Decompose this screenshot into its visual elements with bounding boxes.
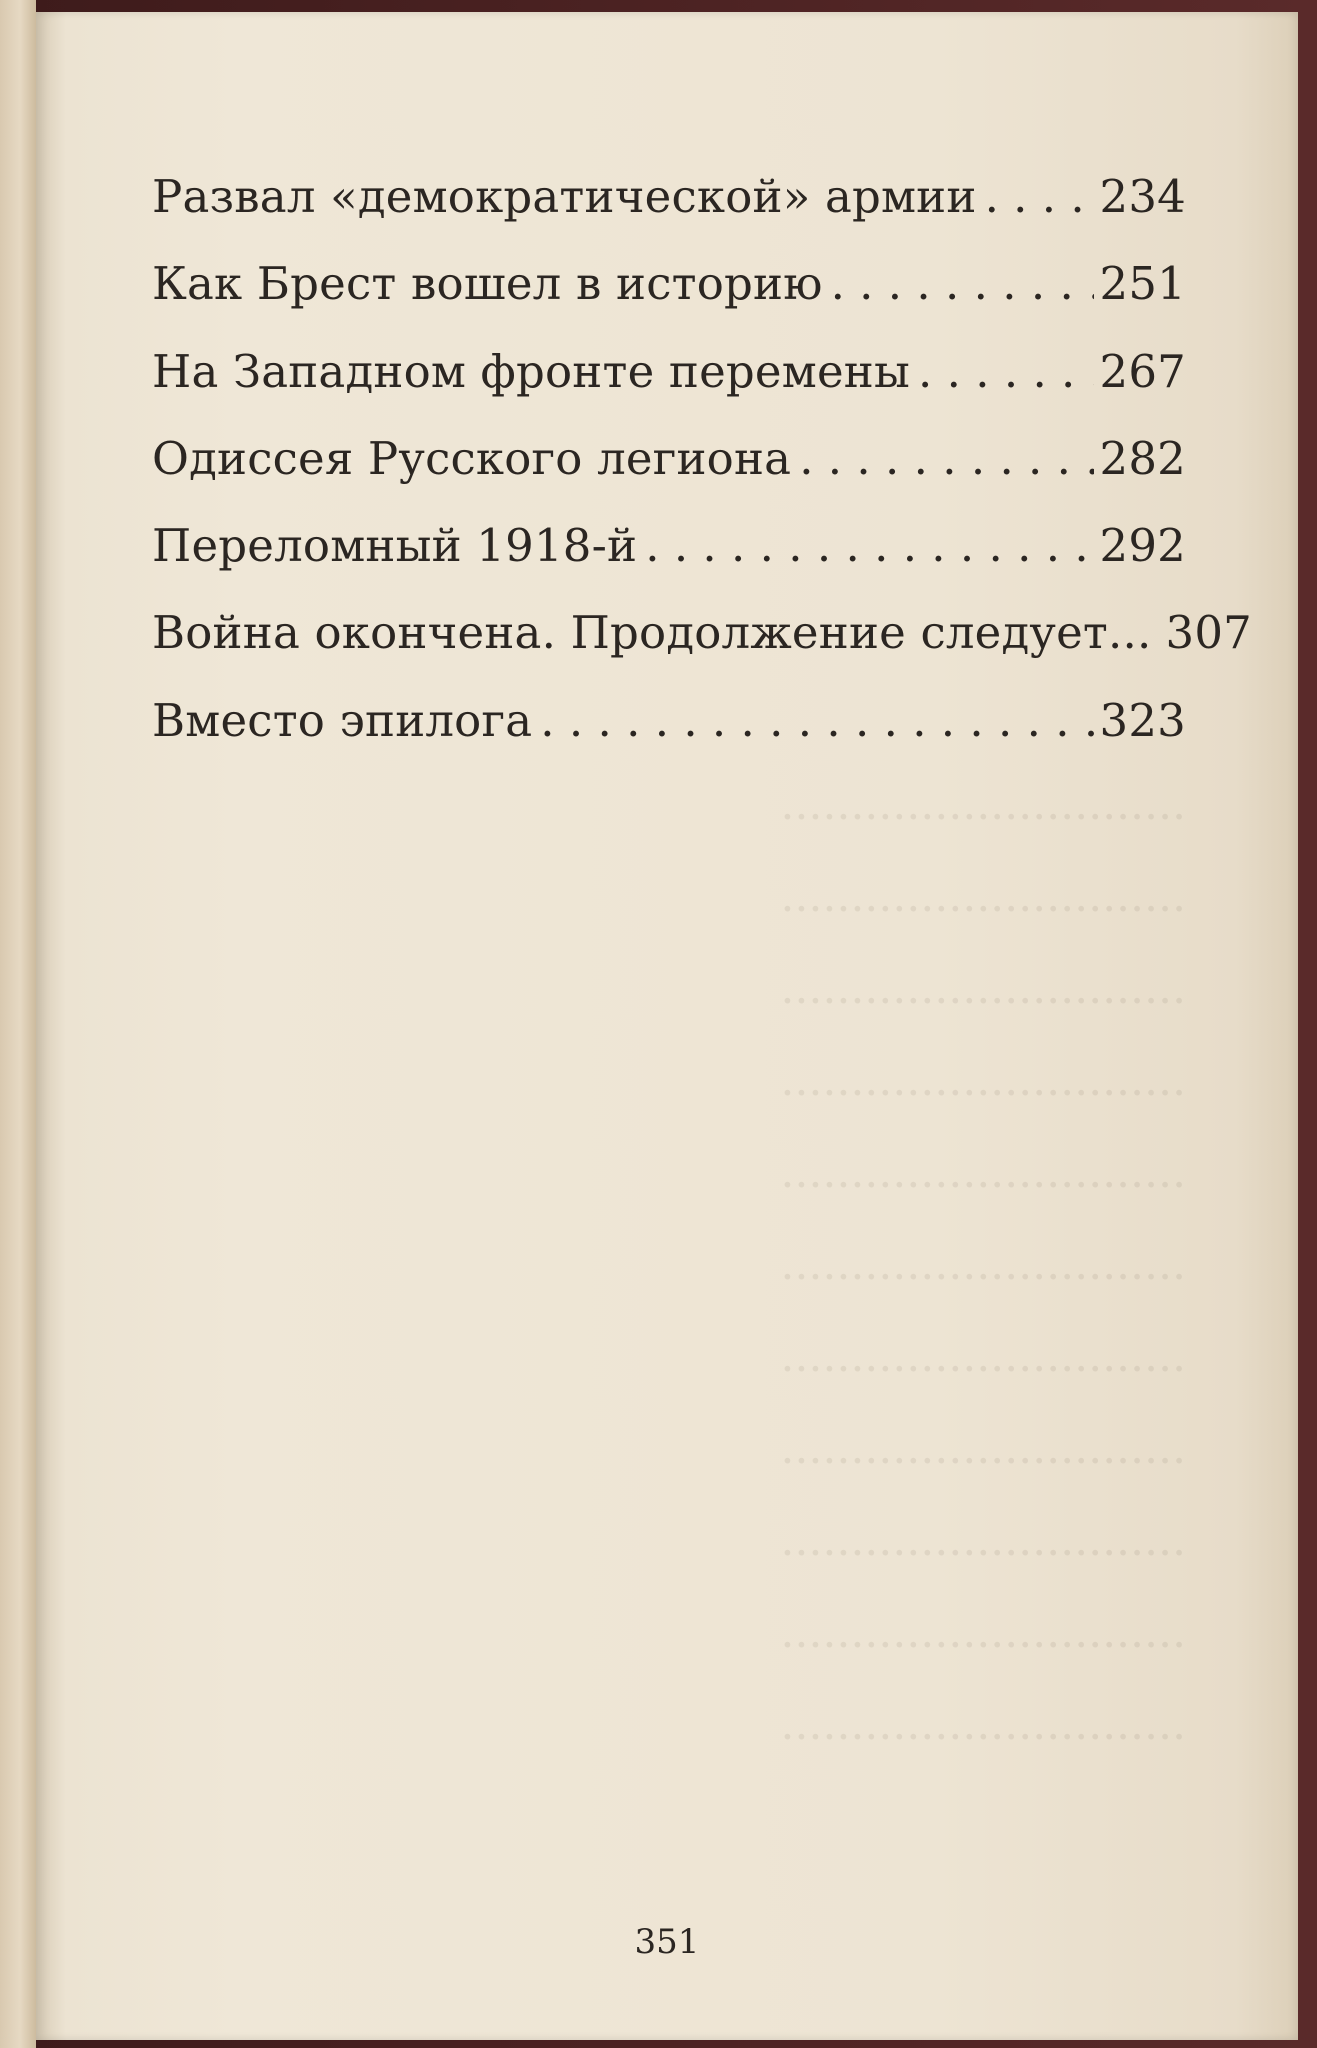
toc-entry-title: Развал «демократической» армии — [152, 170, 977, 223]
toc-entry-page: 282 — [1099, 431, 1186, 485]
toc-dot-leader — [831, 257, 1094, 310]
toc-entry-title: Война окончена. Продолжение следует... — [152, 606, 1152, 660]
toc-entry-page: 323 — [1099, 693, 1186, 747]
toc-dot-leader — [645, 519, 1093, 572]
toc-entry — [152, 606, 1253, 693]
toc-entry-page: 251 — [1099, 257, 1186, 311]
toc-dot-leader — [985, 170, 1094, 223]
facing-page-edge — [0, 0, 36, 2048]
toc-entry — [152, 257, 1186, 344]
toc-entry-page: 292 — [1099, 519, 1186, 573]
toc-entry-title: Вместо эпилога — [152, 693, 533, 747]
toc-entry-title: Одиссея Русского легиона — [152, 431, 792, 485]
toc-entry — [152, 519, 1186, 606]
toc-dot-leader — [918, 345, 1093, 398]
toc-entry-page: 267 — [1099, 344, 1186, 398]
toc-entry — [152, 694, 1186, 781]
book-page — [36, 12, 1298, 2040]
toc-entry-title: Переломный 1918-й — [152, 519, 638, 573]
toc-entry-page: 307 — [1165, 606, 1253, 660]
toc-entry-page: 234 — [1099, 170, 1186, 223]
table-of-contents — [152, 170, 1253, 781]
bleed-through-text: ····························· ····························· ····························· ····························· ····························· ····························· ····························· ····························· ····························· ····························· ····························· — [780, 792, 1186, 1763]
toc-entry-title: Как Брест вошел в историю — [152, 257, 823, 311]
toc-entry — [152, 170, 1186, 257]
toc-entry — [152, 345, 1186, 432]
toc-entry — [152, 432, 1186, 519]
toc-entry-title: На Западном фронте перемены — [152, 344, 911, 398]
toc-dot-leader — [799, 432, 1093, 485]
toc-dot-leader — [540, 694, 1093, 747]
page-number: 351 — [634, 1922, 700, 1962]
